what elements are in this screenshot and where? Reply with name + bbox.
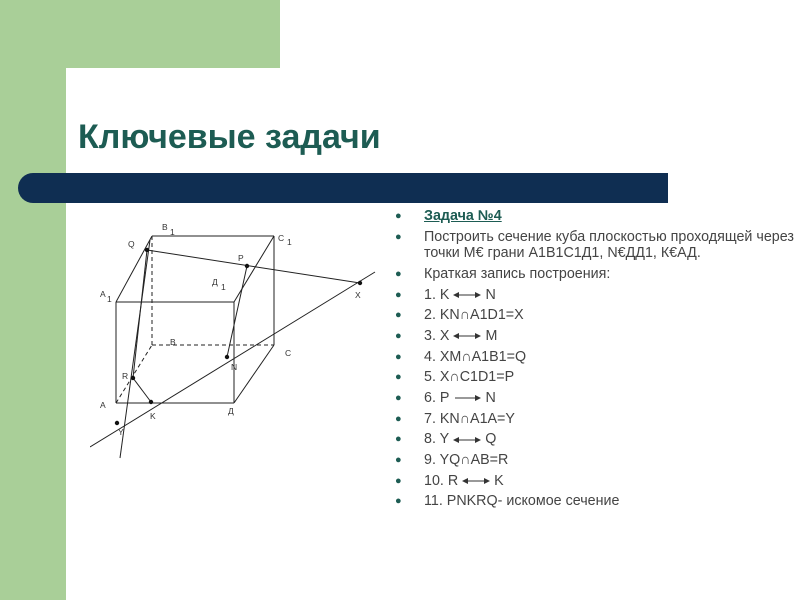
label-q: Q xyxy=(128,239,135,249)
label-y: Y xyxy=(118,427,124,437)
list-item xyxy=(395,452,795,469)
double-arrow-icon xyxy=(453,436,481,444)
list-item xyxy=(395,390,795,407)
label-b: B xyxy=(170,337,176,347)
point-x xyxy=(358,281,362,285)
step-text: 11. PNKRQ- искомое сечение xyxy=(424,493,620,510)
label-c: C xyxy=(285,348,292,358)
step-text: Краткая запись построения: xyxy=(424,265,611,282)
label-a: A xyxy=(100,400,106,410)
step-text: 5. X∩C1D1=P xyxy=(424,369,515,386)
label-a1-sub: 1 xyxy=(107,294,112,304)
green-top-band xyxy=(0,0,280,68)
list-item xyxy=(395,229,795,262)
step-text: 9. YQ∩AB=R xyxy=(424,452,509,469)
point-p xyxy=(245,264,249,268)
line-pn xyxy=(227,266,247,357)
line-yx xyxy=(90,272,375,447)
bullet-icon: ● xyxy=(395,392,402,404)
step-left-text: 8. Y xyxy=(424,431,450,448)
task-heading xyxy=(395,208,795,225)
label-c1-sub: 1 xyxy=(287,237,292,247)
edge-dc xyxy=(234,345,274,403)
point-n xyxy=(225,355,229,359)
bullet-icon: ● xyxy=(395,495,402,508)
double-arrow-icon xyxy=(453,291,481,299)
double-arrow-icon xyxy=(453,332,481,340)
list-item xyxy=(395,411,795,428)
list-item xyxy=(395,307,795,324)
step-text: 4. XM∩A1B1=Q xyxy=(424,348,527,365)
label-b1-sub: 1 xyxy=(170,227,175,237)
label-k: K xyxy=(150,411,156,421)
label-n: N xyxy=(231,362,238,372)
line-qx xyxy=(147,250,360,283)
step-text: 7. KN∩A1A=Y xyxy=(424,410,515,427)
bullet-icon: ● xyxy=(395,210,402,222)
step-left-text: 3. X xyxy=(424,327,450,344)
bullet-icon: ● xyxy=(395,412,402,425)
label-d1: Д xyxy=(212,277,218,287)
right-arrow-icon xyxy=(453,394,481,402)
list-item xyxy=(395,266,795,283)
label-a1: A xyxy=(100,289,106,299)
step-right-text: K xyxy=(494,472,504,489)
label-x: X xyxy=(355,290,361,300)
label-d: Д xyxy=(228,406,234,416)
label-b1: B xyxy=(162,222,168,232)
slide-title: Ключевые задачи xyxy=(78,118,381,156)
bullet-icon: ● xyxy=(395,474,402,487)
title-divider-bar xyxy=(18,173,668,203)
step-left-text: 10. R xyxy=(424,472,459,489)
list-item xyxy=(395,328,795,345)
bullet-icon: ● xyxy=(395,309,402,322)
step-right-text: N xyxy=(485,286,496,303)
double-arrow-icon xyxy=(462,477,490,485)
point-k xyxy=(149,400,153,404)
bullet-icon: ● xyxy=(395,454,402,467)
step-text: 2. KN∩A1D1=X xyxy=(424,307,524,324)
list-item xyxy=(395,473,795,490)
label-d1-sub: 1 xyxy=(221,282,226,292)
list-item xyxy=(395,349,795,366)
bullet-icon: ● xyxy=(395,230,402,243)
point-r xyxy=(131,376,135,380)
label-r: R xyxy=(122,371,129,381)
step-left-text: 1. K xyxy=(424,286,450,303)
bullet-icon: ● xyxy=(395,288,402,301)
list-item xyxy=(395,287,795,304)
bullet-icon: ● xyxy=(395,350,402,363)
construction-steps-list xyxy=(395,208,795,514)
step-right-text: M xyxy=(485,327,498,344)
step-text: Построить сечение куба плоскостью проходящей через точки М€ грани А1В1С1Д1, N€ДД1, К€АД. xyxy=(424,228,794,262)
list-item xyxy=(395,431,795,448)
line-rk xyxy=(133,378,151,402)
green-side-band xyxy=(0,0,66,600)
line-qr xyxy=(133,250,147,378)
bullet-icon: ● xyxy=(395,267,402,280)
step-right-text: Q xyxy=(485,431,497,448)
label-c1: C xyxy=(278,233,285,243)
point-y xyxy=(115,421,119,425)
bullet-icon: ● xyxy=(395,371,402,384)
list-item xyxy=(395,493,795,510)
list-item xyxy=(395,369,795,386)
task-heading-text: Задача №4 xyxy=(424,208,502,224)
label-p: P xyxy=(238,253,244,263)
bullet-icon: ● xyxy=(395,433,402,446)
step-right-text: N xyxy=(485,390,496,406)
point-q xyxy=(145,248,149,252)
step-left-text: 6. P xyxy=(424,390,450,406)
line-yq xyxy=(120,240,150,458)
bullet-icon: ● xyxy=(395,329,402,342)
cube-section-diagram xyxy=(90,215,390,460)
